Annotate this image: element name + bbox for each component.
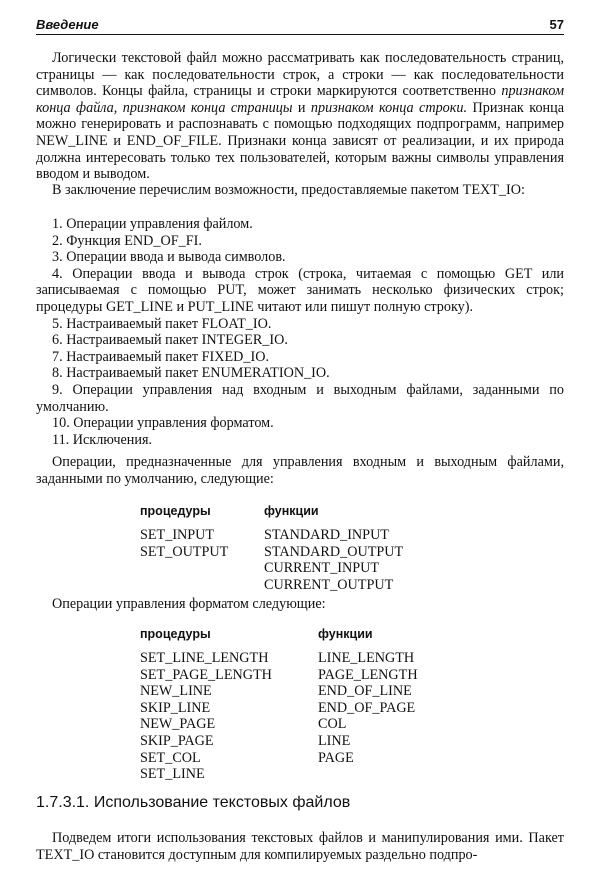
function-cell: CURRENT_INPUT [264, 560, 380, 577]
procedure-cell: NEW_PAGE [140, 716, 216, 733]
procedure-cell: SKIP_PAGE [140, 732, 214, 749]
page-number: 57 [549, 17, 564, 32]
list-item: 4. Операции ввода и вывода строк (строка, читаемая с помощью GET или записываемая с помощью PUT, может занимать несколько физических строк; процедуры GET_LINE и PUT_LINE читают или пишут полную строку). [36, 265, 564, 315]
list-item: 8. Настраиваемый пакет ENUMERATION_IO. [52, 365, 330, 382]
list-item: 9. Операции управления над входным и выходным файлами, заданными по умолчанию. [36, 381, 564, 415]
default-files-paragraph: Операции, предназначенные для управления входным и выходным файлами, заданными по умолчанию, следующие: [36, 454, 564, 487]
default-files-table [140, 503, 440, 593]
function-cell: END_OF_LINE [318, 683, 412, 700]
list-item: 3. Операции ввода и вывода символов. [52, 249, 286, 266]
functions-header: функции [318, 627, 373, 641]
list-item: 11. Исключения. [52, 431, 153, 448]
book-page [36, 16, 565, 863]
procedure-cell: SET_PAGE_LENGTH [140, 666, 272, 683]
intro-paragraph [36, 50, 564, 183]
functions-column [264, 503, 403, 593]
procedures-header: процедуры [140, 504, 211, 518]
list-item: 7. Настраиваемый пакет FIXED_IO. [52, 348, 269, 365]
intro-text-part-2: и [292, 99, 311, 116]
list-item: 1. Операции управления файлом. [52, 216, 253, 232]
function-cell: LINE [318, 732, 351, 749]
function-cell: STANDARD_INPUT [264, 527, 389, 543]
functions-column [318, 626, 418, 766]
summary-paragraph: В заключение перечислим возможности, предоставляемые пакетом TEXT_IO: [52, 182, 525, 198]
procedure-cell: SET_COL [140, 749, 201, 766]
function-cell: LINE_LENGTH [318, 650, 415, 666]
intro-emphasis-2: признаком конца строки. [310, 99, 468, 116]
function-cell: PAGE [318, 749, 354, 766]
list-item: 6. Настраиваемый пакет INTEGER_IO. [52, 332, 288, 349]
format-ops-table [140, 626, 460, 783]
procedure-cell: SKIP_LINE [140, 699, 211, 716]
procedure-cell: SET_LINE [140, 766, 205, 783]
intro-emphasis-1: признаком конца файла, признаком конца страницы [36, 83, 564, 116]
functions-header: функции [264, 504, 319, 518]
intro-text-part-3: Признак конца можно генерировать и распознавать с помощью подходящих подпрограмм, например NEW_LINE и END_OF_FILE. Признаки конца зависят от реализации, и их природа должна интересовать только тех пользователей, которым важны символы управления вводом и выводом. [36, 99, 565, 183]
section-paragraph: Подведем итоги использования текстовых файлов и манипулирования ими. Пакет TEXT_IO становится доступным для компилируемых раздельно подпро- [36, 830, 564, 863]
procedures-column [140, 626, 272, 783]
running-header-title: Введение [36, 17, 99, 32]
list-item: 5. Настраиваемый пакет FLOAT_IO. [52, 315, 272, 332]
function-cell: END_OF_PAGE [318, 699, 416, 716]
procedure-cell: NEW_LINE [140, 683, 212, 700]
procedure-cell: SET_OUTPUT [140, 543, 229, 560]
function-cell: COL [318, 716, 347, 733]
list-item: 10. Операции управления форматом. [52, 415, 274, 432]
procedures-column [140, 503, 228, 560]
running-header [36, 16, 564, 35]
procedures-header: процедуры [140, 627, 211, 641]
section-heading: 1.7.3.1. Использование текстовых файлов [36, 794, 351, 811]
format-ops-paragraph: Операции управления форматом следующие: [52, 596, 326, 612]
function-cell: STANDARD_OUTPUT [264, 543, 404, 560]
intro-text-part-1: Логически текстовой файл можно рассматривать как последовательность страниц, страницы — как последовательности строк, а строки — как последовательности символов. Концы файла, страницы и строки маркируются соответственно [36, 50, 564, 100]
procedure-cell: SET_LINE_LENGTH [140, 650, 269, 666]
capabilities-list [36, 216, 564, 448]
function-cell: PAGE_LENGTH [318, 666, 418, 683]
function-cell: CURRENT_OUTPUT [264, 576, 394, 593]
list-item: 2. Функция END_OF_FI. [52, 232, 202, 249]
procedure-cell: SET_INPUT [140, 527, 215, 543]
